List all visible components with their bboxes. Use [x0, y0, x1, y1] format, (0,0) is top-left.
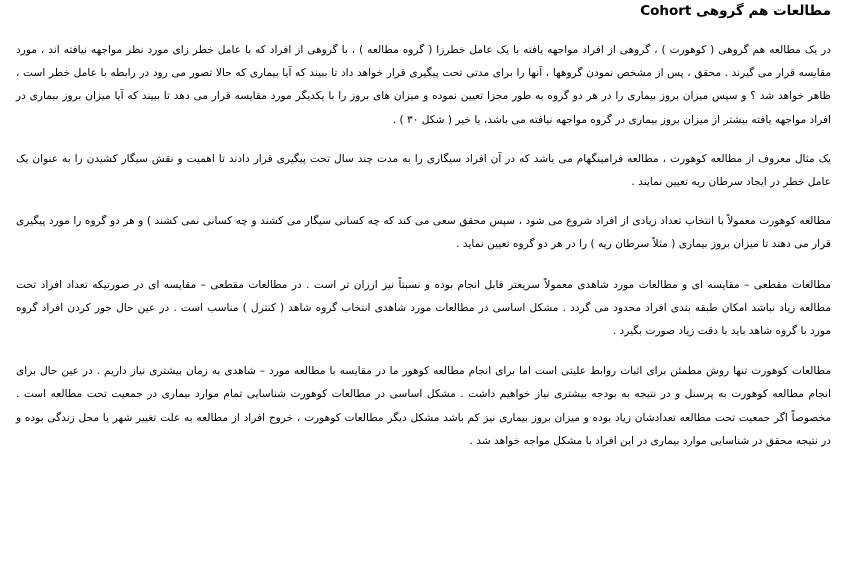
paragraph-framingham-example: یک مثال معروف از مطالعه کوهورت ، مطالعه فرامینگهام می باشد که در آن افراد سیگاری را به مدت چند سال تحت پیگیری قرار دادند تا اهمیت و نقش سیگار کشیدن را به عنوان یک عامل خطر در ایجاد سرطان ریه تعیین نمایند .	[16, 152, 831, 189]
paragraph-cross-sectional-case-control: مطالعات مقطعی – مقایسه ای و مطالعات مورد شاهدی معمولاً سریعتر قابل انجام بوده و نسبتاً نیز ارزان تر است . در مطالعات مقطعی – مقایسه ای در صورتیکه تعداد افراد تحت مطالعه زیاد نباشد امکان طبقه بندی افراد محدود می گردد . مشکل اساسی در مطالعات مورد شاهدی انتخاب گروه شاهد ( کنترل ) مناسب است . در عین حال جور کردن افراد گروه مورد با گروه شاهد باید با دقت زیاد صورت بگیرد .	[16, 278, 831, 338]
page-title: مطالعات هم گروهی Cohort	[640, 3, 831, 19]
paragraph-cohort-method: مطالعه کوهورت معمولاً با انتخاب تعداد زیادی از افراد شروع می شود ، سپس محقق سعی می کند که چه کسانی سیگار می کشند و چه کسانی نمی کشند ) و هر دو گروه را مورد پیگیری قرار می دهند تا میزان بروز بیماری ( مثلاً سرطان ریه ) را در هر دو گروه تعیین نماید .	[16, 215, 831, 251]
paragraph-cohort-limitations: مطالعات کوهورت تنها روش مطمئن برای اثبات روابط علیتی است اما برای انجام مطالعه کوهور ما در مقایسه با مطالعه مورد – شاهدی به زمان بیشتری نیاز داریم . در عین حال برای انجام مطالعه کوهورت به پرسنل و در نتیجه به بودجه بیشتری نیاز خواهیم داشت . مشکل اساسی در مطالعات کوهورت شناسایی تمام موارد بیماری در جمعیت تحت مطالعه است . مخصوصاً اگر جمعیت تحت مطالعه تعدادشان زیاد بوده و میزان بروز بیماری نیز کم باشد مشکل دیگر مطالعات کوهورت ، خروج افراد از مطالعه به علت تغییر شهر یا محل زندگی بوده و در نتیجه محقق در شناسایی موارد بیماری در این افراد با مشکل مواجه خواهد شد .	[16, 365, 831, 447]
paragraph-cohort-definition: در یک مطالعه هم گروهی ( کوهورت ) ، گروهی از افراد مواجهه یافته با یک عامل خطرزا ( گروه مطالعه ) ، با گروهی از افراد که با عامل خطر زای مورد نظر مواجهه نیافته اند ، مورد مقایسه قرار می گیرند . محقق ، پس از مشخص نمودن گروهها ، آنها را برای مدتی تحت پیگیری قرار خواهد داد تا ببیند که آیا بیماری که حالا تصور می رود در رابطه با عامل خطر است ، ظاهر خواهد شد ؟ و سپس میزان بروز بیماری را در هر دو گروه به طور مجزا تعیین نموده و میزان های بروز را با یکدیگر مورد مقایسه قرار می دهد تا ببیند که آیا میزان بروز بیماری در افراد مواجهه یافته بیشتر از میزان بروز بیماری در گروه مواجهه نیافته می باشد، یا خیر ( شکل ۳۰ ) .	[16, 44, 831, 126]
